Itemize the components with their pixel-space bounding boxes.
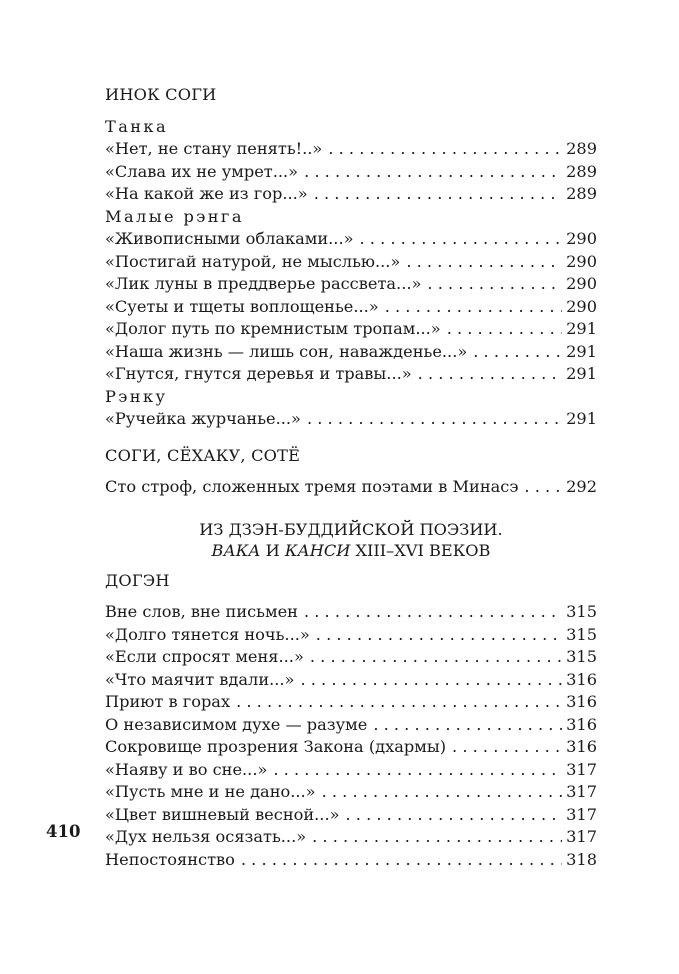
toc-entry-page: 316	[566, 714, 597, 734]
toc-entry-title: Вне слов, вне письмен	[105, 602, 298, 621]
toc-entry-page: 291	[566, 319, 597, 338]
dot-leader	[427, 273, 562, 296]
toc-entry	[105, 736, 597, 759]
toc-entry-page: 317	[566, 782, 597, 801]
toc-entry	[105, 408, 597, 431]
toc-entry-page: 315	[566, 647, 597, 666]
toc-entry-page: 318	[566, 849, 597, 869]
toc-entry-title: «Цвет вишневый весной...»	[105, 804, 340, 824]
toc-entry-title: «Что маячит вдали...»	[105, 669, 295, 689]
dot-leader	[241, 849, 562, 872]
dot-leader	[273, 759, 562, 782]
toc-entry	[105, 759, 597, 782]
dot-leader	[373, 714, 562, 737]
toc-entry-title: «Гнутся, гнутся деревья и травы...»	[105, 364, 412, 383]
toc-entry-title: «Нет, не стану пенять!..»	[105, 139, 323, 158]
genre-heading-renga: Малые рэнга	[105, 206, 244, 226]
toc-entry-page: 291	[566, 341, 597, 361]
dot-leader	[447, 318, 562, 341]
toc-entry-page: 315	[566, 624, 597, 644]
toc-entry	[105, 228, 597, 251]
toc-entry-title: «На какой же из гор...»	[105, 184, 308, 203]
toc-entry-title: «Долго тянется ночь...»	[105, 624, 310, 644]
toc-entry-title: «Наяву и во сне...»	[105, 759, 268, 779]
toc-entry-page: 291	[566, 409, 597, 428]
toc-entry	[105, 341, 597, 364]
dot-leader	[304, 161, 562, 184]
toc-entry-page: 317	[566, 827, 597, 846]
toc-entry	[105, 476, 597, 499]
toc-entry-title: «Лик луны в преддверье рассвета...»	[105, 274, 422, 293]
author-heading: ИНОК СОГИ	[105, 85, 217, 104]
toc-entry-page: 289	[566, 139, 597, 158]
toc-entry-title: «Если спросят меня...»	[105, 647, 304, 666]
toc-entry	[105, 804, 597, 827]
toc-entry-title: Сто строф, сложенных тремя поэтами в Минасэ	[105, 477, 519, 496]
page-number: 410	[46, 822, 81, 841]
toc-entry	[105, 826, 597, 849]
section-title-line1: ИЗ ДЗЭН-БУДДИЙСКОЙ ПОЭЗИИ.	[199, 519, 503, 539]
dot-leader	[307, 408, 562, 431]
toc-entry-title: «Слава их не умрет...»	[105, 161, 299, 181]
toc-entry-page: 290	[566, 251, 597, 271]
dot-leader	[316, 624, 562, 647]
toc-entry-title: «Постигай натурой, не мыслью...»	[105, 251, 401, 271]
author-heading: ДОГЭН	[105, 570, 170, 590]
toc-entry	[105, 138, 597, 161]
toc-entry-title: «Наша жизнь — лишь сон, наважденье...»	[105, 341, 468, 361]
dot-leader	[360, 228, 563, 251]
toc-entry-page: 289	[566, 184, 597, 203]
dogen-list	[105, 601, 597, 871]
sogi-list	[105, 476, 597, 499]
toc-entry	[105, 161, 597, 184]
toc-entry-page: 315	[566, 602, 597, 621]
dot-leader	[385, 296, 562, 319]
dot-leader	[236, 691, 562, 714]
toc-entry-page: 291	[566, 364, 597, 383]
toc-entry	[105, 251, 597, 274]
dot-leader	[418, 363, 562, 386]
toc-entry-title: «Ручейка журчанье...»	[105, 409, 301, 428]
toc-entry	[105, 714, 597, 737]
dot-leader	[524, 476, 562, 499]
toc-entry-title: Сокровище прозрения Закона (дхармы)	[105, 737, 447, 756]
toc-entry-title: О независимом духе — разуме	[105, 714, 368, 734]
renga-list	[105, 228, 597, 386]
toc-entry	[105, 296, 597, 319]
toc-entry-title: «Живописными облаками...»	[105, 229, 354, 248]
genre-heading-tanka: Танка	[105, 116, 169, 136]
section-title-line2: ВАКА И КАНСИ XIII–XVI ВЕКОВ	[211, 540, 491, 560]
dot-leader	[310, 646, 562, 669]
dot-leader	[300, 669, 562, 692]
toc-entry	[105, 669, 597, 692]
toc-entry-title: Приют в горах	[105, 692, 231, 711]
author-heading: СОГИ, СЁХАКУ, СОТЁ	[105, 445, 301, 465]
toc-entry-page: 290	[566, 274, 597, 293]
toc-entry-page: 290	[566, 229, 597, 248]
dot-leader	[473, 341, 562, 364]
renku-list	[105, 408, 597, 431]
dot-leader	[322, 781, 563, 804]
toc-entry-page: 289	[566, 161, 597, 181]
toc-entry-page: 317	[566, 804, 597, 824]
toc-entry-title: «Пусть мне и не дано...»	[105, 782, 316, 801]
toc-entry-title: «Долог путь по кремнистым тропам...»	[105, 319, 441, 338]
toc-entry	[105, 318, 597, 341]
toc-entry-page: 316	[566, 692, 597, 711]
toc-entry-page: 317	[566, 759, 597, 779]
table-of-contents	[105, 84, 597, 871]
tanka-list	[105, 138, 597, 206]
toc-entry-page: 316	[566, 669, 597, 689]
section-title	[105, 519, 597, 561]
toc-entry	[105, 691, 597, 714]
toc-entry-page: 292	[566, 477, 597, 496]
toc-entry	[105, 781, 597, 804]
toc-entry	[105, 363, 597, 386]
toc-entry	[105, 624, 597, 647]
toc-entry-page: 290	[566, 296, 597, 316]
dot-leader	[328, 138, 562, 161]
toc-entry-page: 316	[566, 737, 597, 756]
toc-entry	[105, 601, 597, 624]
dot-leader	[312, 826, 562, 849]
dot-leader	[406, 251, 562, 274]
dot-leader	[314, 183, 562, 206]
toc-entry	[105, 273, 597, 296]
dot-leader	[304, 601, 562, 624]
dot-leader	[452, 736, 562, 759]
toc-entry-title: «Суеты и тщеты воплощенье...»	[105, 296, 379, 316]
toc-entry-title: Непостоянство	[105, 849, 235, 869]
genre-heading-renku: Рэнку	[105, 386, 168, 406]
toc-entry	[105, 183, 597, 206]
toc-entry	[105, 849, 597, 872]
dot-leader	[346, 804, 563, 827]
toc-entry-title: «Дух нельзя осязать...»	[105, 827, 307, 846]
toc-entry	[105, 646, 597, 669]
